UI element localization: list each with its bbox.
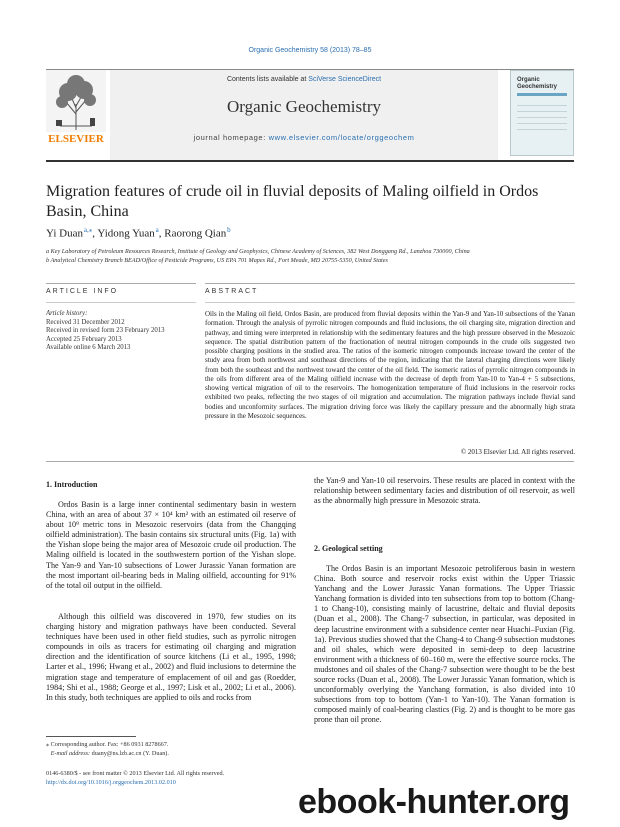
abstract-text: Oils in the Maling oil field, Ordos Basin, are produced from fluvial deposits within the Yan-9 and Yan-10 subsections of the Yanan formation. Through the analysis of pyrrolic nitrogen compounds and fluid inclusions, the oil charging site, migration direction and pathway, and timing were interpreted in relationship with the sedimentary features and the high pressure observed in the Mesozoic sequence. The spatial distribution pattern of the fractionation of neutral nitrogen compounds in the crude oils suggested two possible charging positions in the studied area. The ratios of the isomeric nitrogen compounds increase toward the center of the study area from both northwest and southeast directions of the region, indicating that the lateral charging directions were likely from both the southeast and the northwest toward the center of the oil field. The isomeric ratios of pyrrolic nitrogen compounds in the oils from different area of the Maling oilfield increase with the decrease of depth from Yan-10 to Yan-4 + 5 subsections, showing vertical migration of oil to the reservoirs. The homogenization temperature of fluid inclusions in the reservoir rocks exhibited two peaks, reflecting the two stages of oil migration and accumulation. The migration pathways include fluvial sand bodies and unconformity surfaces. The migration driving force was likely the capillary pressure and the abnormally high strata pressure in the Mesozoic sequences. xyxy=(205,310,575,420)
email-label: E-mail address: xyxy=(50,750,91,757)
cover-line xyxy=(517,117,567,118)
email-note xyxy=(46,750,296,758)
issn-line: 0146-6380/$ - see front matter © 2013 Elsevier Ltd. All rights reserved. xyxy=(46,770,225,777)
contents-prefix: Contents lists available at xyxy=(226,76,309,83)
sciencedirect-link[interactable]: SciVerse ScienceDirect xyxy=(308,76,382,83)
cover-title xyxy=(517,77,557,91)
publisher-name: ELSEVIER xyxy=(48,133,104,145)
intro-paragraph-2: Although this oilfield was discovered in 1970, few studies on its charging history and migration pathways have been conducted. Several techniques have been used in other field studies, such as pyrrolic nitrogen compounds in oils as tracers for estimating oil charging and migration direction and the identification of source kitchens (Li et al., 1995, 1998; Larter et al., 1996; Hwang et al., 2002) and fluid inclusions to determine the migration stage and temperature of emplacement of oil and gas (Roedder, 1984; Shi et al., 1988; George et al., 1997; Lisk et al., 2002; Li et al., 2006). In this study, both techniques are applied to oils and rocks from xyxy=(46,612,296,702)
abstract-rule xyxy=(205,283,575,284)
abstract-copyright: © 2013 Elsevier Ltd. All rights reserved. xyxy=(460,448,575,456)
article-history xyxy=(46,310,196,353)
email-address[interactable]: duany@ns.lzb.ac.cn (Y. Duan). xyxy=(91,750,169,757)
cover-title-line-1: Organic xyxy=(517,77,540,83)
section-heading-introduction: 1. Introduction xyxy=(46,480,98,489)
history-label: Article history: xyxy=(46,310,88,317)
geological-setting-paragraph: The Ordos Basin is an important Mesozoic petroliferous basin in western China. Both source and reservoir rocks exist within the Upper Triassic Yanchang and the Lower Jurassic Yanan formations. The Upper Triassic Yanchang formation is divided into ten subsections from top to bottom (Chang-1 to Chang-10), consisting mainly of lacustrine, deltaic and fluvial deposits (Duan et al., 2008). The Chang-7 subsection, in particular, was deposited in deep lacustrine environment with a subsidence center near Huachi–Fuxian (Fig. 1a). Previous studies showed that the Chang-4 to Chang-9 subsection mudstones and oil shales, which were deposited in semi-deep to deep lacustrine environment with a thickness of 60–160 m, were the effective source rocks. The mudstones and oil shales of the Chang-7 subsection were thought to be the best source rocks (Duan et al., 2008). The Lower Jurassic Yanan formation, which is unconformably overlying the Yanchang formation, is also divided into 10 subsections from top to bottom (Yan-1 to Yan-10). The Yanan formation is composed mainly of coal-bearing clastics (Fig. 2) and is thought to be more gas prone than oil prone. xyxy=(314,564,575,725)
section-heading-geological-setting: 2. Geological setting xyxy=(314,544,383,553)
author-name: Yidong Yuan xyxy=(97,227,155,240)
body-top-rule xyxy=(46,461,574,462)
author-name: Raorong Qian xyxy=(164,227,227,240)
article-info-label: ARTICLE INFO xyxy=(46,288,119,295)
watermark-text: ebook-hunter.org xyxy=(298,783,570,821)
contents-available xyxy=(110,76,498,83)
cover-line xyxy=(517,129,567,130)
history-item: Received 31 December 2012 xyxy=(46,318,125,326)
intro-paragraph-1: Ordos Basin is a large inner continental sedimentary basin in western China, with an area of about 37 × 10⁴ km² with an estimated oil reserve of about 10⁹ metric tons in Mesozoic reservoirs (data from the Changqing oilfield administration). The basin contains six structural units (Fig. 1a) with the Yishan slope being the major area of Mesozoic crude oil production. The Maling oilfield is located in the southwestern portion of the Yishan slope. The Yan-9 and Yan-10 subsections of Lower Jurassic Yanan formation are the most important oil-bearing beds in Maling oilfield, accounting for 91% of the total oil output in the oilfield. xyxy=(46,500,296,590)
journal-reference[interactable]: Organic Geochemistry 58 (2013) 78–85 xyxy=(248,47,372,54)
cover-line xyxy=(517,123,567,124)
author-affiliation-marker[interactable]: a xyxy=(155,226,159,234)
homepage-prefix: journal homepage: xyxy=(193,133,269,142)
cover-line xyxy=(517,105,567,106)
doi-link[interactable]: http://dx.doi.org/10.1016/j.orggeochem.2013.02.010 xyxy=(46,779,176,786)
article-info-subrule xyxy=(46,302,196,303)
corresponding-author-note: ⁎ Corresponding author. Fax: +86 0931 8278667. xyxy=(46,741,169,748)
author-affiliation-marker[interactable]: b xyxy=(227,226,231,234)
journal-homepage xyxy=(110,133,498,142)
intro-paragraph-3: the Yan-9 and Yan-10 oil reservoirs. These results are placed in context with the relationship between sedimentary facies and distribution of oil reservoir, as well as the abnormally high pressure in Mesozoic strata. xyxy=(314,476,575,506)
journal-title: Organic Geochemistry xyxy=(226,97,382,116)
abstract-label: ABSTRACT xyxy=(205,288,259,295)
footnote-rule xyxy=(46,736,136,737)
header-bottom-rule xyxy=(46,160,574,162)
author-list: Yi Duan $^{a,⁎}$, Yidong Yuan $^a$, Raorong Qian $^b$ xyxy=(46,226,231,240)
author-name: Yi Duan xyxy=(46,227,83,240)
cover-title-line-2: Geochemistry xyxy=(517,84,558,90)
history-item: Received in revised form 23 February 2013 xyxy=(46,327,165,335)
affiliation-a: a Key Laboratory of Petroleum Resources Research, Institute of Geology and Geophysics, Chinese Academy of Sciences, 382 West Donggang Rd., Lanzhou 730000, China xyxy=(46,248,470,255)
cover-band xyxy=(517,93,567,96)
author-affiliation-marker[interactable]: a,⁎ xyxy=(83,226,93,234)
cover-line xyxy=(517,111,567,112)
journal-cover-thumbnail xyxy=(510,70,574,156)
article-info-rule xyxy=(46,283,196,284)
abstract-subrule xyxy=(205,302,575,303)
article-title: Migration features of crude oil in fluvial deposits of Maling oilfield in Ordos Basin, China xyxy=(46,183,539,220)
affiliation-b: b Analytical Chemistry Branch BEAD/Office of Pesticide Programs, US EPA 701 Mapes Rd., Fort Meade, MD 20755-5350, United States xyxy=(46,257,388,264)
history-item: Available online 6 March 2013 xyxy=(46,344,131,352)
history-item: Accepted 25 February 2013 xyxy=(46,335,122,343)
homepage-link[interactable]: www.elsevier.com/locate/orggeochem xyxy=(268,133,415,142)
